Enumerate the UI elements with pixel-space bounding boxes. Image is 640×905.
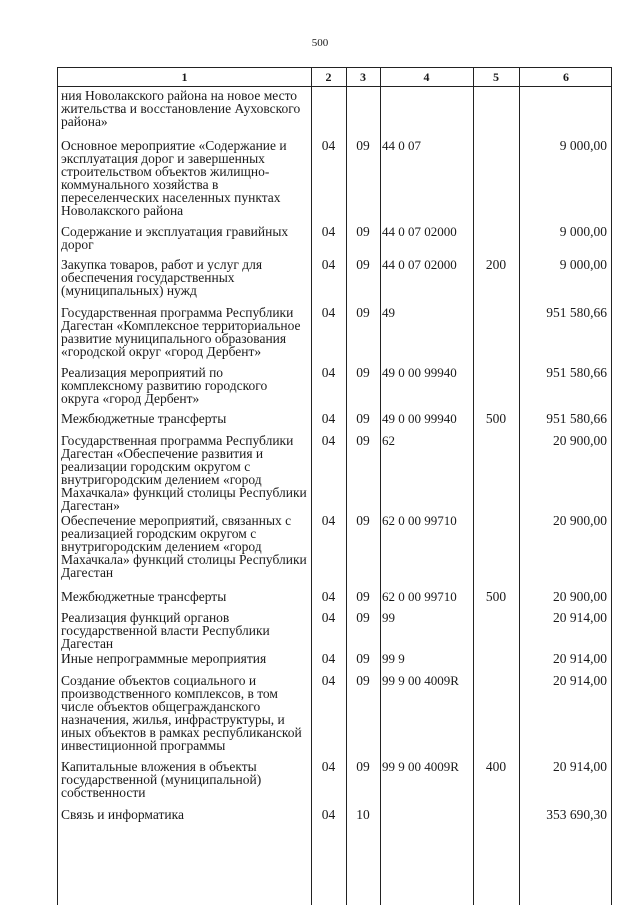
- row-subsection: 09: [356, 650, 370, 666]
- row-subsection: 09: [356, 512, 370, 528]
- table-row: [58, 87, 612, 137]
- row-expense-type: [473, 87, 519, 137]
- table-row: [58, 758, 612, 806]
- table-row: [58, 364, 612, 410]
- row-description: Реализация мероприятий по комплексному развитию городского округа «город Дербент»: [61, 364, 268, 406]
- row-target-code: 44 0 07 02000: [382, 223, 457, 239]
- column-header-6: 6: [519, 68, 612, 87]
- row-expense-type: [473, 223, 519, 256]
- table-row: [58, 410, 612, 432]
- row-amount: [519, 87, 612, 137]
- row-description: Создание объектов социального и производственного комплексов, в том числе объектов общегражданского назначения, жилья, инфраструктуры, и иных объектов в рамках республиканской инвестиционной программы: [61, 672, 302, 753]
- row-amount: 353 690,30: [546, 806, 607, 822]
- table-header-row: [58, 68, 612, 87]
- row-section: 04: [321, 650, 336, 666]
- row-expense-type: [473, 672, 519, 758]
- row-description: Капитальные вложения в объекты государственной (муниципальной) собственности: [61, 758, 262, 800]
- table-row: [58, 806, 612, 836]
- row-description: Межбюджетные трансферты: [61, 588, 227, 604]
- row-description: Закупка товаров, работ и услуг для обеспечения государственных (муниципальных) нужд: [61, 256, 263, 298]
- row-subsection: 09: [356, 223, 370, 239]
- row-section: [311, 87, 346, 137]
- row-section: 04: [321, 609, 336, 625]
- row-description: Межбюджетные трансферты: [61, 410, 227, 426]
- row-amount: 20 900,00: [553, 588, 607, 604]
- row-amount: 20 900,00: [553, 512, 607, 528]
- row-target-code: 62 0 00 99710: [382, 588, 457, 604]
- row-target-code: 49: [382, 304, 395, 320]
- row-amount: 9 000,00: [559, 137, 607, 153]
- row-subsection: 09: [356, 432, 370, 448]
- row-amount: 9 000,00: [559, 256, 607, 272]
- budget-table: [57, 67, 612, 905]
- row-subsection: [346, 87, 380, 137]
- table-row: [58, 304, 612, 364]
- row-subsection: 09: [356, 758, 370, 774]
- column-header-2: 2: [311, 68, 346, 87]
- table-row: [58, 650, 612, 672]
- row-expense-type: 400: [485, 758, 507, 774]
- table-row: [58, 609, 612, 650]
- column-header-3: 3: [346, 68, 380, 87]
- row-target-code: 62: [382, 432, 395, 448]
- row-description: Связь и информатика: [61, 806, 184, 822]
- row-subsection: 09: [356, 588, 370, 604]
- table-row: [58, 512, 612, 588]
- row-subsection: 09: [356, 137, 370, 153]
- row-description: Содержание и эксплуатация гравийных дорог: [61, 223, 289, 252]
- row-expense-type: [473, 364, 519, 410]
- row-section: 04: [321, 256, 336, 272]
- row-subsection: 09: [356, 672, 370, 688]
- table-row: [58, 256, 612, 304]
- row-description: Реализация функций органов государственной власти Республики Дагестан: [61, 609, 270, 651]
- row-expense-type: [473, 806, 519, 836]
- row-amount: 20 914,00: [553, 650, 607, 666]
- row-description: ния Новолакского района на новое место жительства и восстановление Ауховского района»: [61, 88, 301, 129]
- row-target-code: 99 9 00 4009R: [382, 758, 459, 774]
- row-target-code: 44 0 07: [382, 137, 421, 153]
- row-section: 04: [321, 806, 336, 822]
- table-row: [58, 223, 612, 256]
- row-section: 04: [321, 432, 336, 448]
- row-expense-type: 500: [485, 588, 507, 604]
- row-section: 04: [321, 137, 336, 153]
- table-row: [58, 432, 612, 512]
- row-amount: 951 580,66: [546, 364, 607, 380]
- row-amount: 951 580,66: [546, 410, 607, 426]
- row-target-code: [380, 87, 473, 137]
- row-section: 04: [321, 758, 336, 774]
- row-target-code: 49 0 00 99940: [382, 364, 457, 380]
- row-section: 04: [321, 304, 336, 320]
- row-section: 04: [321, 588, 336, 604]
- row-subsection: 09: [356, 609, 370, 625]
- row-amount: 20 900,00: [553, 432, 607, 448]
- row-section: 04: [321, 672, 336, 688]
- row-amount: 20 914,00: [553, 672, 607, 688]
- column-header-1: 1: [58, 68, 311, 87]
- row-target-code: 99 9 00 4009R: [382, 672, 459, 688]
- row-description: Основное мероприятие «Содержание и эксплуатация дорог и завершенных строительством объектов жилищно-коммунального хозяйства в переселенческих населенных пунктах Новолакского района: [61, 137, 287, 218]
- row-description: Обеспечение мероприятий, связанных с реализацией городским округом с внутригородским делением «город Махачкала» функций столицы Республики Дагестан: [61, 512, 307, 580]
- row-section: 04: [321, 410, 336, 426]
- row-amount: 20 914,00: [553, 609, 607, 625]
- row-description: Государственная программа Республики Дагестан «Обеспечение развития и реализации городским округом с внутригородским делением «город Махачкала» функций столицы Республики Дагестан»: [61, 432, 307, 513]
- row-description: Иные непрограммные мероприятия: [61, 650, 267, 666]
- table-row: [58, 588, 612, 609]
- row-subsection: 09: [356, 304, 370, 320]
- row-subsection: 10: [356, 806, 370, 822]
- row-subsection: 09: [356, 256, 370, 272]
- column-header-5: 5: [473, 68, 519, 87]
- row-target-code: 49 0 00 99940: [382, 410, 457, 426]
- row-section: 04: [321, 364, 336, 380]
- column-header-4: 4: [380, 68, 473, 87]
- table-row: [58, 672, 612, 758]
- row-amount: 9 000,00: [559, 223, 607, 239]
- row-description: Государственная программа Республики Дагестан «Комплексное территориальное развитие муниципального образования «городской округ «город Дербент»: [61, 304, 301, 359]
- row-target-code: [380, 806, 473, 836]
- row-target-code: 44 0 07 02000: [382, 256, 457, 272]
- row-expense-type: [473, 137, 519, 223]
- row-expense-type: [473, 304, 519, 364]
- row-section: 04: [321, 223, 336, 239]
- row-expense-type: 200: [485, 256, 507, 272]
- budget-table-grid: [58, 68, 612, 836]
- row-target-code: 62 0 00 99710: [382, 512, 457, 528]
- row-subsection: 09: [356, 364, 370, 380]
- row-target-code: 99 9: [382, 650, 405, 666]
- row-amount: 20 914,00: [553, 758, 607, 774]
- row-amount: 951 580,66: [546, 304, 607, 320]
- row-expense-type: 500: [485, 410, 507, 426]
- page-number: 500: [311, 37, 329, 49]
- row-subsection: 09: [356, 410, 370, 426]
- row-section: 04: [321, 512, 336, 528]
- row-expense-type: [473, 512, 519, 588]
- row-expense-type: [473, 609, 519, 650]
- row-target-code: 99: [382, 609, 395, 625]
- table-row: [58, 137, 612, 223]
- row-expense-type: [473, 432, 519, 512]
- row-expense-type: [473, 650, 519, 672]
